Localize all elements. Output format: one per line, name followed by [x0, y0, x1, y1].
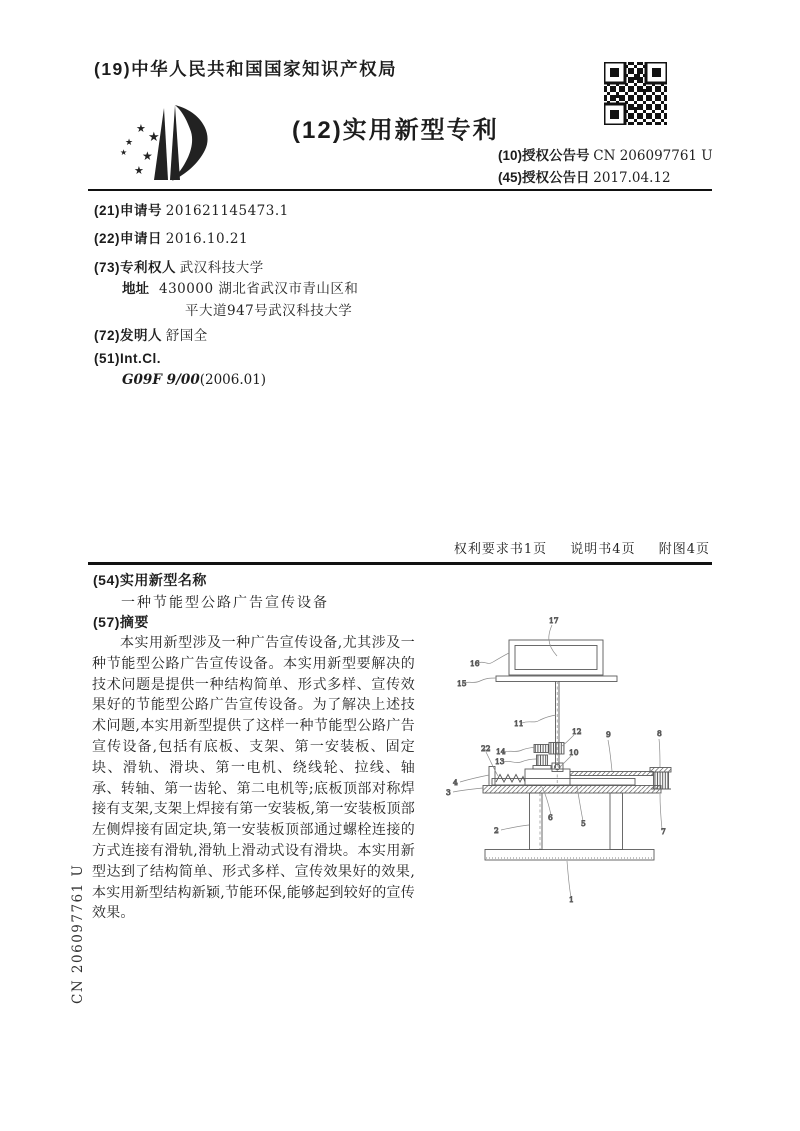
publication-number-line: [498, 145, 713, 167]
figure-reference-numerals: [446, 616, 666, 904]
figure-support-columns: [530, 793, 623, 850]
figure-label-2: 2: [494, 826, 499, 835]
svg-text:★: ★: [136, 123, 146, 135]
publication-date-line: [498, 167, 713, 189]
patentee-label: (73)专利权人: [94, 260, 177, 275]
abstract-section-label: (57)摘要: [93, 614, 149, 630]
figure-label-12: 12: [572, 727, 582, 736]
patentee-row: [94, 256, 264, 276]
figure-label-6: 6: [548, 813, 553, 822]
address-value: 430000 湖北省武汉市青山区和平大道947号武汉科技大学: [159, 281, 359, 319]
figure-billboard: [509, 640, 603, 675]
svg-text:★: ★: [148, 129, 160, 144]
cnipa-logo-icon: [112, 92, 232, 187]
publication-date-value: 2017.04.12: [593, 170, 671, 186]
figure-label-11: 11: [514, 719, 524, 728]
svg-text:★: ★: [142, 149, 153, 163]
figure-label-10: 10: [569, 748, 579, 757]
side-publication-code: CN 206097761 U: [70, 863, 86, 1004]
figure-label-13: 13: [495, 757, 505, 766]
inventor-row: [94, 324, 208, 344]
figure-label-17: 17: [549, 616, 559, 625]
figure-label-5: 5: [581, 819, 586, 828]
patent-figure: [430, 596, 730, 926]
address-row: [122, 278, 372, 322]
figure-label-9: 9: [606, 730, 611, 739]
figure-pole: [556, 681, 560, 788]
svg-text:★: ★: [125, 137, 134, 147]
description-pages: 说明书4页: [570, 542, 636, 557]
patentee-value: 武汉科技大学: [179, 260, 264, 276]
invention-title: 一种节能型公路广告宣传设备: [121, 595, 329, 611]
application-date-label: (22)申请日: [94, 231, 163, 246]
inventor-value: 舒国全: [165, 328, 208, 344]
figure-gears: [534, 743, 564, 755]
svg-text:★: ★: [120, 148, 128, 157]
figure-bearing: [552, 763, 563, 772]
figure-label-14: 14: [496, 747, 506, 756]
publication-number-label: (10)授权公告号: [498, 148, 590, 163]
figure-label-22: 22: [481, 744, 491, 753]
application-number-label: (21)申请号: [94, 203, 163, 218]
application-date-row: [94, 227, 248, 247]
figure-slide-rail: [492, 772, 653, 786]
intcl-label: (51)Int.Cl.: [94, 351, 162, 366]
figure-label-1: 1: [569, 895, 574, 904]
publication-info: [498, 145, 713, 189]
figure-base-plate: [485, 850, 654, 861]
application-date-value: 2016.10.21: [165, 231, 249, 247]
intcl-row: [94, 351, 161, 366]
figure-label-7: 7: [661, 827, 666, 836]
header-divider: [88, 189, 712, 191]
figure-motor-block: [533, 755, 551, 769]
abstract-text: 本实用新型涉及一种广告宣传设备,尤其涉及一种节能型公路广告宣传设备。本实用新型要解决的技术问题是提供一种结构简单、形式多样、宣传效果好的节能型公路广告宣传设备。为了解决上述技术问题,本实用新型提供了这样一种节能型公路广告宣传设备,包括有底板、支架、第一安装板、固定块、滑轨、滑块、第一电机、绕线轮、拉线、轴承、转轴、第一齿轮、第二电机等;底板顶部对称焊接有支架,支架上焊接有第一安装板,第一安装板顶部左侧焊接有固定块,第一安装板顶部通过螺栓连接的方式连接有滑轨,滑轨上滑动式设有滑块。本实用新型达到了结构简单、形式多样、宣传效果好的效果,本实用新型结构新颖,节能环保,能够起到较好的宣传效果。: [92, 635, 415, 922]
figure-top-plate: [496, 676, 617, 682]
figure-label-4: 4: [453, 778, 458, 787]
application-number-value: 201621145473.1: [165, 203, 289, 219]
intcl-code: G09F 9/00: [122, 372, 200, 388]
figure-platform: [483, 786, 661, 794]
claims-pages: 权利要求书1页: [453, 542, 548, 557]
document-type-title: (12)实用新型专利: [292, 117, 499, 144]
application-number-row: [94, 199, 289, 219]
figure-label-16: 16: [470, 659, 480, 668]
address-label: 地址: [122, 281, 149, 296]
publication-number-value: CN 206097761 U: [593, 148, 713, 164]
title-section-label: (54)实用新型名称: [93, 572, 207, 588]
figure-label-15: 15: [457, 679, 467, 688]
qr-code: [604, 62, 667, 125]
intcl-version: (2006.01): [199, 372, 267, 388]
section-divider: [88, 562, 712, 565]
patent-office-name: (19)中华人民共和国国家知识产权局: [94, 59, 398, 79]
publication-date-label: (45)授权公告日: [498, 170, 590, 185]
pages-summary: [370, 538, 710, 557]
inventor-label: (72)发明人: [94, 328, 163, 343]
intcl-class-row: [122, 372, 266, 388]
svg-text:★: ★: [134, 165, 144, 177]
figure-label-3: 3: [446, 788, 451, 797]
figure-label-8: 8: [657, 729, 662, 738]
drawings-pages: 附图4页: [658, 542, 710, 557]
